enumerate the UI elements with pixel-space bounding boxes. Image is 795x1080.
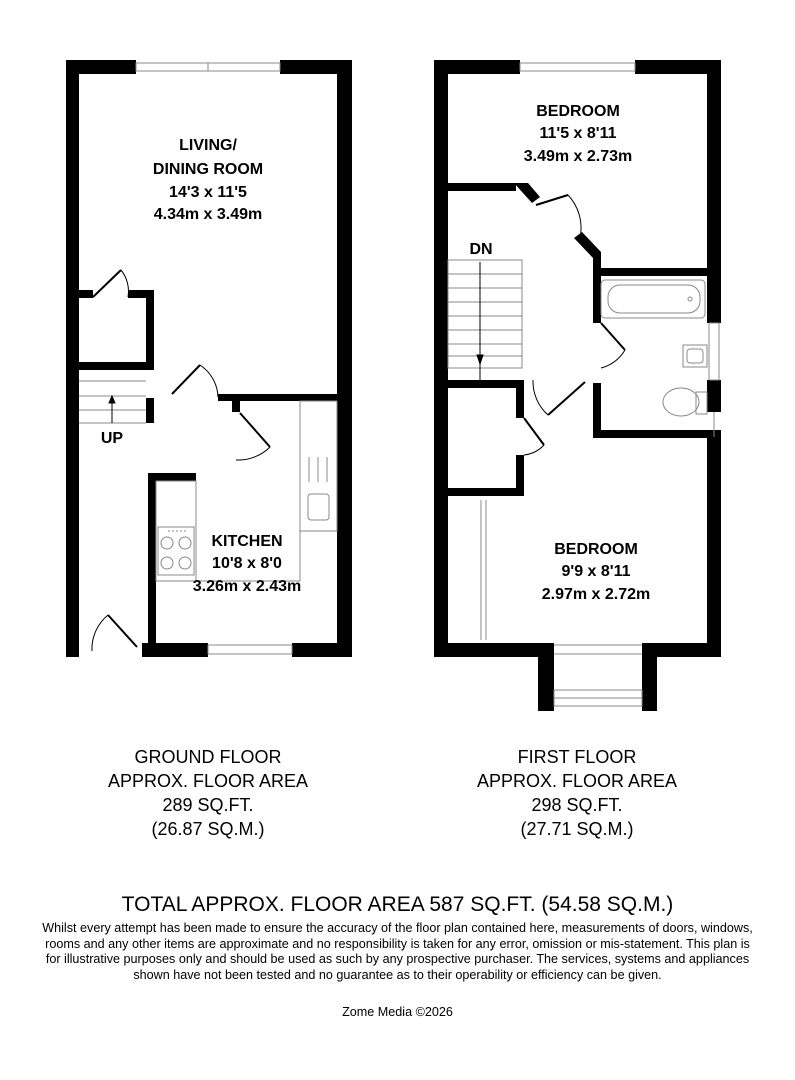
ground-floor-area-sqft: 289 SQ.FT. bbox=[162, 795, 254, 815]
ground-floor-title: GROUND FLOOR bbox=[134, 747, 282, 767]
disclaimer-text: Whilst every attempt has been made to ensure the accuracy of the floor plan contained here, measurements of doors, windows, rooms and any other items are approximate and no responsibility is taken for any error, omission or mis-statement. This plan is for illustrative purposes only and should be used as such by any prospective purchaser. The services, systems and appliances shown have not been tested and no guarantee as to their operability or efficiency can be given. bbox=[42, 921, 753, 982]
dn-label: DN bbox=[469, 241, 493, 258]
ground-floor-caption bbox=[58, 745, 358, 841]
bedroom-1-metric: 3.49m x 2.73m bbox=[523, 148, 633, 165]
wardrobe bbox=[481, 500, 486, 640]
bedroom-1-name: BEDROOM bbox=[536, 103, 620, 120]
first-floor-area-sqft: 298 SQ.FT. bbox=[531, 795, 623, 815]
first-floor-doors bbox=[524, 195, 625, 455]
kitchen-name: KITCHEN bbox=[211, 533, 283, 550]
first-floor-title: FIRST FLOOR bbox=[517, 747, 637, 767]
ground-floor-subtitle: APPROX. FLOOR AREA bbox=[107, 771, 309, 791]
credit-text: Zome Media ©2026 bbox=[342, 1005, 453, 1019]
ground-floor-stairs bbox=[79, 381, 146, 423]
first-floor-stairs bbox=[448, 260, 522, 380]
living-dining-metric: 4.34m x 3.49m bbox=[153, 206, 263, 223]
first-floor-area-sqm: (27.71 SQ.M.) bbox=[520, 819, 634, 839]
bedroom-2-name: BEDROOM bbox=[554, 541, 638, 558]
total-floor-area: TOTAL APPROX. FLOOR AREA 587 SQ.FT. (54.58 SQ.M.) bbox=[121, 893, 674, 916]
bedroom-2-metric: 2.97m x 2.72m bbox=[541, 586, 651, 603]
bedroom-2-imperial: 9'9 x 8'11 bbox=[561, 563, 631, 580]
living-dining-name-2: DINING ROOM bbox=[152, 161, 264, 178]
kitchen-imperial: 10'8 x 8'0 bbox=[212, 555, 282, 572]
up-label: UP bbox=[100, 430, 124, 447]
bedroom-1-imperial: 11'5 x 8'11 bbox=[539, 125, 617, 142]
first-floor-subtitle: APPROX. FLOOR AREA bbox=[476, 771, 678, 791]
kitchen-metric: 3.26m x 2.43m bbox=[192, 578, 302, 595]
ground-floor-area-sqm: (26.87 SQ.M.) bbox=[151, 819, 265, 839]
bathroom-fixtures bbox=[601, 280, 707, 416]
kitchen-fixtures bbox=[156, 401, 337, 581]
ground-floor-plan bbox=[66, 60, 352, 657]
first-floor-caption bbox=[427, 745, 727, 841]
living-dining-imperial: 14'3 x 11'5 bbox=[169, 184, 247, 201]
living-dining-name-1: LIVING/ bbox=[179, 137, 237, 154]
first-floor-plan bbox=[434, 60, 721, 711]
